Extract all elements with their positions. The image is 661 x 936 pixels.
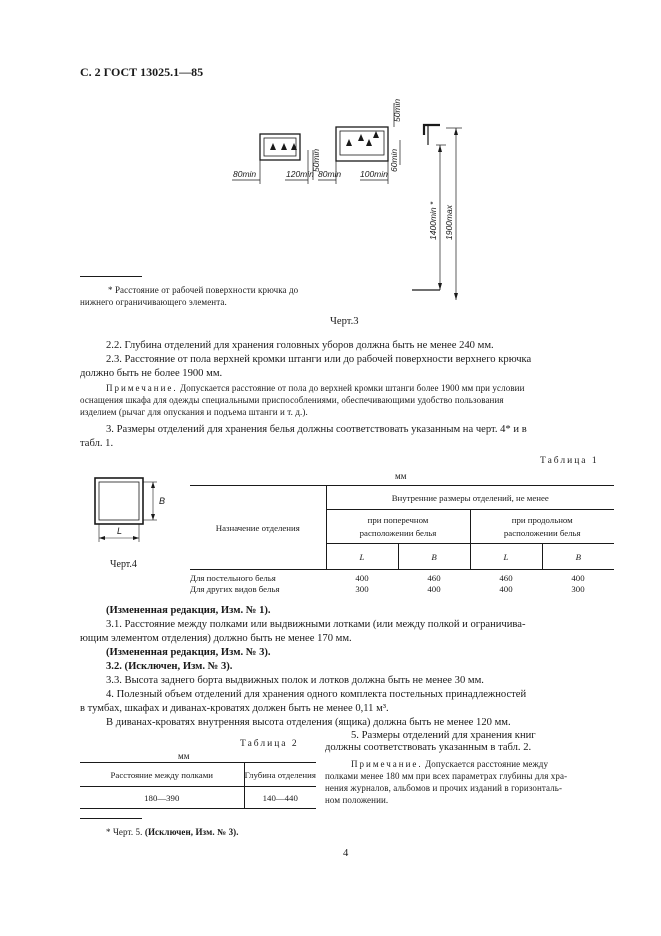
fig4-label-b: B <box>159 496 166 506</box>
table1-row-name: Для других видов белья <box>190 584 280 594</box>
para-2-3-line2: должно быть не более 1900 мм. <box>80 368 223 379</box>
fig3-dim-60: 60min <box>389 148 399 172</box>
figure-3-drawing <box>0 0 661 320</box>
table1-col-longitudinal: при продольном расположении белья <box>470 510 614 544</box>
page-number: 4 <box>343 848 349 859</box>
para-3-1-line1: 3.1. Расстояние между полками или выдвижными лотками (или между полкой и ограничива- <box>106 619 526 630</box>
table2-col1: Расстояние между полками <box>80 763 244 787</box>
table1-sub-l2: L <box>470 544 542 570</box>
table1-cell: 400 <box>355 573 369 583</box>
fig3-hook <box>424 125 440 135</box>
amend-2: (Измененная редакция, Изм. № 3). <box>106 647 271 658</box>
table1-sub-l1: L <box>326 544 398 570</box>
fig4-caption: Черт.4 <box>110 559 137 570</box>
table1-cell: 300 <box>571 584 585 594</box>
table1-cell: 460 <box>499 573 513 583</box>
fig3-footnote-line1: * Расстояние от рабочей поверхности крючка до <box>108 285 299 295</box>
para-3-line2: табл. 1. <box>80 438 114 449</box>
table2-unit: мм <box>178 751 190 761</box>
footnote2-ref: * Черт. 5. <box>106 827 143 837</box>
table-row <box>80 787 316 809</box>
para-5-line1: 5. Размеры отделений для хранения книг <box>351 730 536 741</box>
note1-label: Примечание. <box>106 383 178 393</box>
fig4-label-l: L <box>117 526 123 536</box>
table-row <box>190 570 614 584</box>
table1-cell: 400 <box>427 584 441 594</box>
note2-text1: Допускается расстояние между <box>425 759 549 769</box>
figure-4-drawing <box>85 470 190 555</box>
amend-1: (Измененная редакция, Изм. № 1). <box>106 605 271 616</box>
fig3-dim-80b: 80min <box>318 169 342 179</box>
para-3-line1: 3. Размеры отделений для хранения белья должны соответствовать указанным на черт. 4* и в <box>106 424 527 435</box>
table1-label: Таблица 1 <box>540 456 599 466</box>
footnote-rule <box>80 276 142 277</box>
para-2-2: 2.2. Глубина отделений для хранения головных уборов должна быть не менее 240 мм. <box>106 340 494 351</box>
para-2-3-line1: 2.3. Расстояние от пола верхней кромки штанги или до рабочей поверхности верхнего крючка <box>106 354 532 365</box>
para-5-line2: должны соответствовать указанным в табл. 2. <box>325 742 532 753</box>
table1-row-name: Для постельного белья <box>190 573 276 583</box>
note1-line3: изделием (рычаг для опускания и подъема штанги и т. д.). <box>80 407 308 417</box>
table1-unit: мм <box>395 471 407 481</box>
table2-cell: 180—390 <box>80 787 244 809</box>
table1-cell: 400 <box>571 573 585 583</box>
table-row <box>190 583 614 595</box>
table2-col2: Глубина отделения <box>244 769 316 780</box>
note2-label: Примечание. <box>351 759 423 769</box>
note1-line2: оснащения шкафа для одежды специальными приспособлениями, обеспечивающими удобство пользования <box>80 395 504 405</box>
table1-col-internal: Внутренние размеры отделений, не менее <box>326 486 614 510</box>
table1-cell: 300 <box>355 584 369 594</box>
fig3-dim-50a: 50min <box>311 148 321 172</box>
table1-sub-b2: B <box>542 544 614 570</box>
table-2 <box>80 762 316 809</box>
footnote2 <box>106 826 239 838</box>
table-1 <box>190 485 614 595</box>
table1-sub-b1: B <box>398 544 470 570</box>
table2-label: Таблица 2 <box>240 739 299 749</box>
table1-cell: 460 <box>427 573 441 583</box>
fig3-footnote-line2: нижнего ограничивающего элемента. <box>80 297 227 307</box>
para-3-1-line2: ющим элементом отделения) должно быть не менее 170 мм. <box>80 633 352 644</box>
fig3-dim-1900: 1900max <box>444 205 454 240</box>
para-4-line1: 4. Полезный объем отделений для хранения одного комплекта постельных принадлежностей <box>106 689 527 700</box>
fig3-dim-100: 100min <box>360 169 388 179</box>
note2-line4: ном положении. <box>325 795 389 805</box>
fig3-dim-50b: 50min <box>392 98 402 122</box>
note1-line1 <box>106 382 525 394</box>
para-3-3: 3.3. Высота заднего борта выдвижных полок и лотков должна быть не менее 30 мм. <box>106 675 484 686</box>
fig3-right-box <box>336 127 388 161</box>
table1-cell: 400 <box>499 584 513 594</box>
para-4-line2: в тумбах, шкафах и диванах-кроватях должен быть не менее 0,11 м³. <box>80 703 389 714</box>
fig3-dim-80a: 80min <box>233 169 257 179</box>
para-3-2: 3.2. (Исключен, Изм. № 3). <box>106 661 233 672</box>
table1-col-transverse: при поперечном расположении белья <box>326 510 470 544</box>
table1-col-purpose: Назначение отделения <box>190 486 326 570</box>
note1-text1: Допускается расстояние от пола до верхней кромки штанги более 1900 мм при условии <box>180 383 525 393</box>
fig3-dim-1400: 1400min * <box>428 201 438 240</box>
note2-line1 <box>351 758 548 770</box>
fig3-caption: Черт.3 <box>330 316 359 327</box>
fig3-dim-120: 120min <box>286 169 314 179</box>
fig3-left-inner <box>264 138 296 156</box>
note2-line3: нения журналов, альбомов и прочих изданий в горизонталь- <box>325 783 563 793</box>
table2-cell: 140—440 <box>262 792 298 803</box>
para-4-line3: В диванах-кроватях внутренняя высота отделения (ящика) должна быть не менее 120 мм. <box>106 717 511 728</box>
page-header: С. 2 ГОСТ 13025.1—85 <box>80 65 204 79</box>
footnote2-status: (Исключен, Изм. № 3). <box>144 827 239 837</box>
footnote2-rule <box>80 818 142 819</box>
note2-line2: полками менее 180 мм при всех параметрах глубины для хра- <box>325 771 568 781</box>
